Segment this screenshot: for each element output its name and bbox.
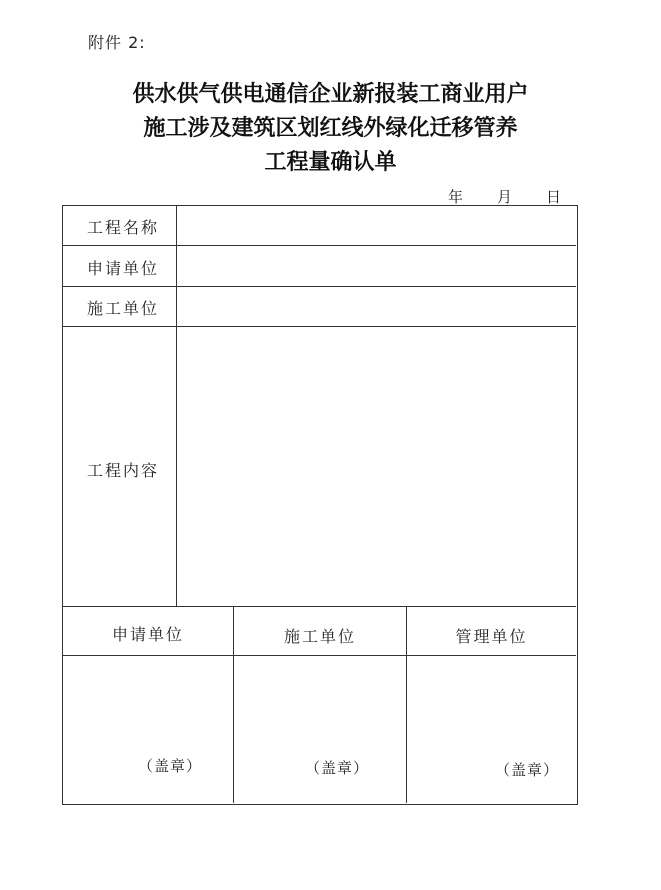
date-year-label: 年	[447, 188, 463, 206]
project-name-field[interactable]	[187, 215, 567, 237]
row-divider	[63, 286, 576, 287]
construction-unit-field[interactable]	[187, 296, 567, 318]
construction-unit-label: 施工单位	[87, 299, 160, 318]
page-title-line-2: 施工涉及建筑区划红线外绿化迁移管养	[143, 115, 518, 141]
date-month-label: 月	[496, 188, 512, 206]
signature-header-construction: 施工单位	[283, 627, 356, 646]
page-title-line-3: 工程量确认单	[264, 149, 397, 175]
confirmation-form-table	[62, 205, 578, 805]
signature-header-applicant: 申请单位	[111, 625, 184, 644]
signature-header-management: 管理单位	[455, 627, 528, 646]
applicant-unit-field[interactable]	[187, 256, 567, 278]
attachment-label: 附件 2:	[88, 33, 146, 52]
row-divider	[63, 245, 576, 246]
applicant-unit-label: 申请单位	[87, 259, 160, 278]
seal-management: （盖章）	[495, 761, 560, 779]
seal-construction: （盖章）	[305, 759, 370, 777]
project-content-label: 工程内容	[87, 461, 160, 480]
project-content-field[interactable]	[187, 336, 567, 596]
date-row	[448, 186, 561, 207]
row-divider	[63, 606, 576, 607]
seal-applicant: （盖章）	[138, 757, 203, 775]
date-day-label: 日	[545, 188, 561, 206]
row-divider	[63, 655, 576, 656]
project-name-label: 工程名称	[87, 218, 160, 237]
label-column-divider	[176, 206, 177, 606]
row-divider	[63, 326, 576, 327]
page-title-line-1: 供水供气供电通信企业新报装工商业用户	[132, 81, 529, 107]
